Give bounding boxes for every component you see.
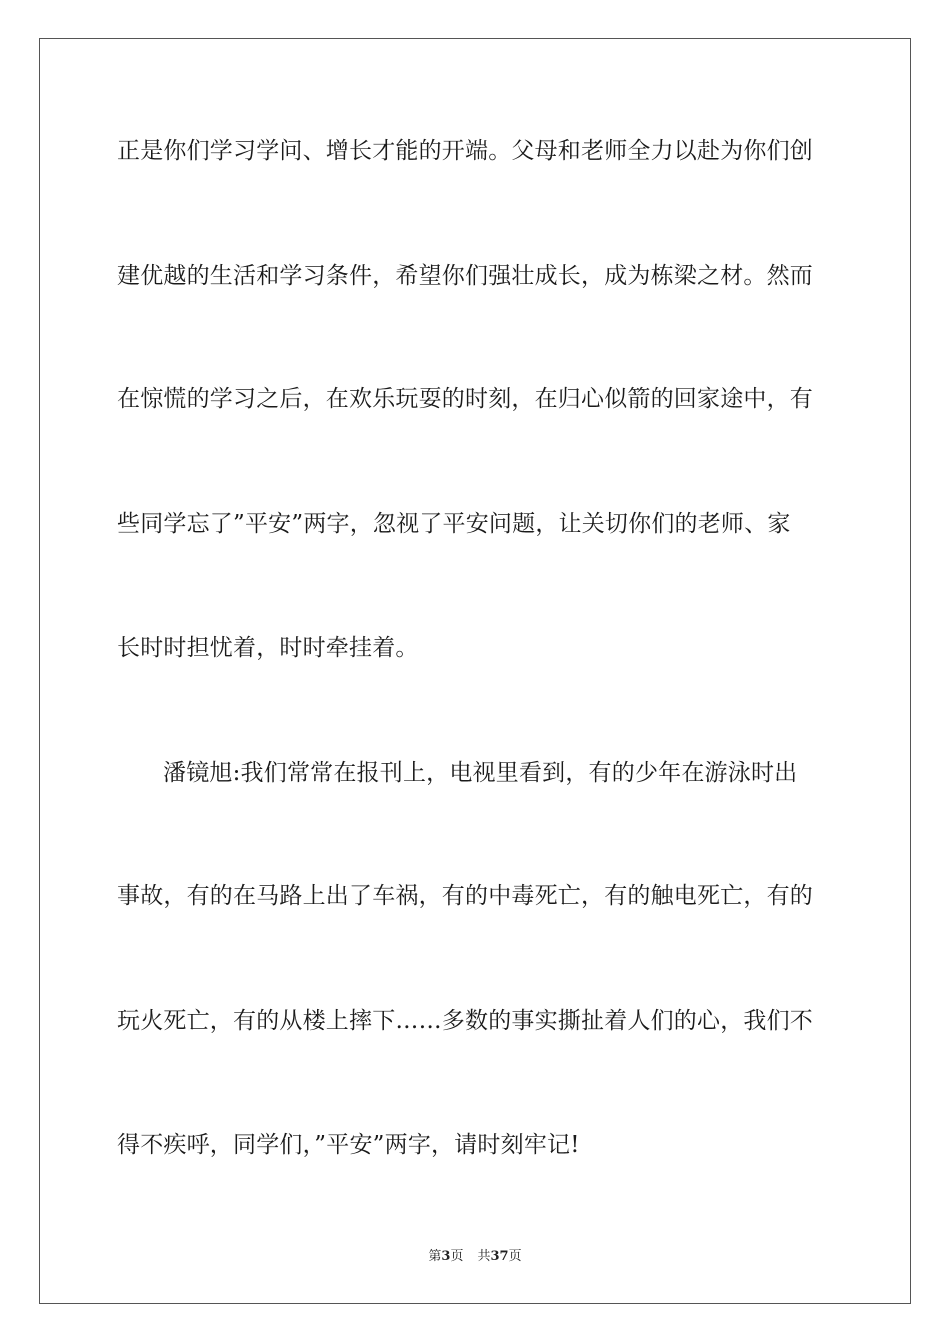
text-line: 些同学忘了”平安”两字，忽视了平安问题，让关切你们的老师、家 [117,511,791,537]
total-pages: 37 [490,1249,509,1264]
text-line: 事故，有的在马路上出了车祸，有的中毒死亡，有的触电死亡，有的 [117,883,813,909]
page-number: 3 [441,1249,451,1264]
text-line: 得不疾呼，同学们，”平安”两字，请时刻牢记! [117,1132,580,1158]
page-prefix: 第 [428,1249,442,1264]
page-border [39,38,911,1304]
paragraph-first-line: 潘镜旭:我们常常在报刊上，电视里看到，有的少年在游泳时出 [163,760,798,786]
text-line: 正是你们学习学问、增长才能的开端。父母和老师全力以赴为你们创 [117,138,813,164]
total-prefix: 共 [477,1249,491,1264]
text-line: 建优越的生活和学习条件，希望你们强壮成长，成为栋梁之材。然而 [117,263,813,289]
text-line: 在惊慌的学习之后，在欢乐玩耍的时刻，在归心似箭的回家途中，有 [117,386,813,412]
total-suffix: 页 [508,1249,522,1264]
page-suffix: 页 [450,1249,464,1264]
text-line: 长时时担忧着，时时牵挂着。 [117,635,419,661]
page-footer [0,1248,950,1266]
text-line: 玩火死亡，有的从楼上摔下……多数的事实撕扯着人们的心，我们不 [117,1008,813,1034]
